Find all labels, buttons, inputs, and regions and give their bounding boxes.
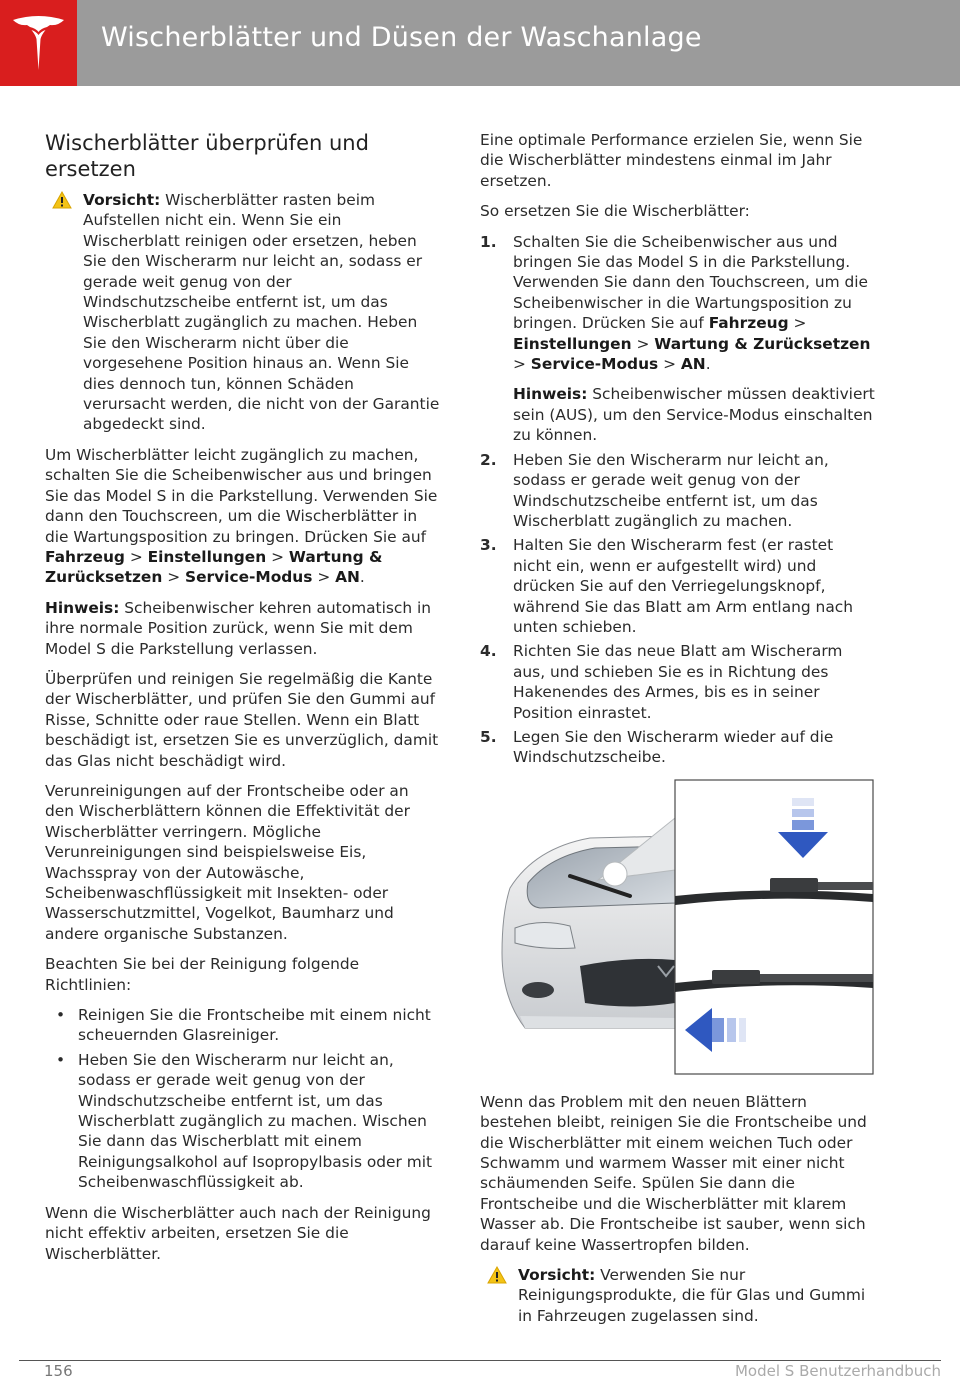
- path-separator: >: [631, 334, 655, 353]
- menu-path-service-modus: Service-Modus: [530, 355, 659, 374]
- menu-path-an: AN: [335, 568, 360, 587]
- menu-path-einstellungen: Einstellungen: [147, 547, 267, 566]
- guidelines-list: [45, 1005, 440, 1193]
- page-header: [0, 0, 960, 86]
- caution-text: Wischerblätter rasten beim Aufstellen nicht ein. Wenn Sie ein Wischerblatt reinigen oder ersetzen, heben Sie den Wischerarm nur leicht an, sodass er gerade weit genug von der Windschutzscheibe entfernt ist, um das Wischerblatt zugänglich zu machen. Heben Sie den Wischerarm nicht über die vorgesehene Position hinaus an. Wenn Sie dies dennoch tun, können Schäden verursacht werden, die nicht von der Garantie abgedeckt sind.: [83, 191, 440, 434]
- step-text: Halten Sie den Wischerarm fest (er rastet nicht ein, wenn er aufgestellt wird) und drücken Sie auf den Verriegelungsknopf, während Sie das Blatt am Arm entlang nach unten schieben.: [513, 536, 853, 636]
- footer-divider: [19, 1360, 941, 1361]
- step-text: Legen Sie den Wischerarm wieder auf die Windschutzscheibe.: [513, 727, 834, 767]
- paragraph: Wenn die Wischerblätter auch nach der Reinigung nicht effektiv arbeiten, ersetzen Sie die Wischerblätter.: [45, 1203, 431, 1263]
- path-separator: >: [788, 314, 807, 333]
- left-column: [45, 130, 440, 1274]
- caution-text: Verwenden Sie nur Reinigungsprodukte, die für Glas und Gummi in Fahrzeugen zugelassen sind.: [518, 1266, 866, 1325]
- note-label: Hinweis:: [45, 598, 120, 617]
- list-item: [45, 1005, 440, 1046]
- tesla-logo: [0, 0, 77, 86]
- note: [45, 598, 440, 659]
- paragraph: Verunreinigungen auf der Frontscheibe oder an den Wischerblättern können die Effektivität der Wischerblätter verringern. Mögliche Verunreinigungen sind beispielsweise Eis, Wachsspray von der Autowäsche, Scheibenwaschflüssigkeit mit Insekten- oder Wasserschutzmittel, Vogelkot, Baumharz und andere organische Substanzen.: [45, 781, 410, 943]
- paragraph: Beachten Sie bei der Reinigung folgende Richtlinien:: [45, 955, 360, 994]
- paragraph: Eine optimale Performance erzielen Sie, wenn Sie die Wischerblätter mindestens einmal im Jahr ersetzen.: [480, 131, 863, 190]
- paragraph-text: Um Wischerblätter leicht zugänglich zu machen, schalten Sie die Scheibenwischer aus und bringen Sie das Model S in die Parkstellung. Verwenden Sie dann den Touchscreen, um die Wischerblätter in die Wartungsposition zu bringen. Drücken Sie auf: [45, 445, 438, 546]
- section-heading: Wischerblätter überprüfen und ersetzen: [45, 131, 369, 181]
- step-number: 2.: [480, 450, 497, 469]
- bullet: •: [56, 1006, 66, 1025]
- step-number: 5.: [480, 727, 497, 746]
- caution-label: Vorsicht:: [83, 191, 161, 209]
- tesla-logo-icon: [11, 14, 66, 72]
- warning-icon: [487, 1266, 507, 1284]
- paragraph: Überprüfen und reinigen Sie regelmäßig die Kante der Wischerblätter, und prüfen Sie den Gummi auf Risse, Schnitte oder raue Stellen. Wenn ein Blatt beschädigt ist, ersetzen Sie es unverzüglich, damit das Glas nicht beschädigt wird.: [45, 669, 439, 770]
- step: [480, 232, 875, 446]
- caution-box: [45, 190, 440, 435]
- note-label: Hinweis:: [513, 385, 588, 404]
- menu-path-wartung: Wartung & Zurücksetzen: [45, 547, 383, 587]
- menu-path-wartung: Wartung & Zurücksetzen: [654, 334, 871, 353]
- wiper-replacement-figure: [480, 778, 875, 1078]
- menu-path-fahrzeug: Fahrzeug: [45, 547, 125, 566]
- note-text: Scheibenwischer kehren automatisch in ihre normale Position zurück, wenn Sie mit dem Model S die Parkstellung verlassen.: [45, 598, 431, 658]
- paragraph: Wenn das Problem mit den neuen Blättern bestehen bleibt, reinigen Sie die Frontscheibe und die Wischerblätter mit einem weichen Tuch oder Schwamm und warmem Wasser mit einer nicht schäumenden Seife. Spülen Sie dann die Frontscheibe und die Wischerblätter mit klarem Wasser ab. Die Frontscheibe ist sauber, wenn sich darauf keine Wassertropfen bilden.: [480, 1092, 867, 1254]
- menu-path-fahrzeug: Fahrzeug: [708, 314, 789, 333]
- list-item: [45, 1050, 440, 1193]
- paragraph: So ersetzen Sie die Wischerblätter:: [480, 202, 750, 221]
- list-item-text: Heben Sie den Wischerarm nur leicht an, sodass er gerade weit genug von der Windschutzscheibe entfernt ist, um das Wischerblatt zugänglich zu machen. Wischen Sie dann das Wischerblatt mit einem Reinigungsalkohol auf Isopropylbasis oder mit Scheibenwaschflüssigkeit ab.: [78, 1050, 433, 1192]
- warning-icon: [52, 191, 72, 209]
- menu-path-einstellungen: Einstellungen: [513, 334, 632, 353]
- step-number: 4.: [480, 642, 497, 661]
- path-separator: >: [162, 568, 186, 587]
- step-end: .: [705, 355, 711, 374]
- wiper-illustration: [480, 778, 875, 1078]
- step-number: 1.: [480, 232, 497, 251]
- step-note: [513, 384, 875, 445]
- step: [480, 727, 875, 768]
- note-text: Scheibenwischer müssen deaktiviert sein (AUS), um den Service-Modus einschalten zu können.: [513, 385, 875, 445]
- path-separator: >: [513, 355, 531, 374]
- steps-list: [480, 232, 875, 768]
- step-text: Schalten Sie die Scheibenwischer aus und bringen Sie das Model S in die Parkstellung. Verwenden Sie dann den Touchscreen, um die Scheibenwischer in die Wartungsposition zu bringen. Drücken Sie auf: [513, 232, 868, 333]
- caution-box: [480, 1265, 875, 1326]
- right-column: [480, 130, 875, 1336]
- menu-path-service-modus: Service-Modus: [185, 568, 313, 587]
- menu-path-an: AN: [680, 355, 706, 374]
- paragraph-end: .: [359, 568, 365, 587]
- step: [480, 450, 875, 532]
- path-separator: >: [312, 568, 336, 587]
- paragraph: [45, 445, 440, 588]
- path-separator: >: [124, 547, 148, 566]
- step: [480, 535, 875, 637]
- page-title: Wischerblätter und Düsen der Waschanlage: [101, 22, 702, 53]
- path-separator: >: [266, 547, 289, 566]
- step-number: 3.: [480, 536, 497, 555]
- step-text: Richten Sie das neue Blatt am Wischerarm aus, und schieben Sie es in Richtung des Hakenendes des Armes, bis es in seiner Position einrastet.: [513, 642, 843, 722]
- bullet: •: [56, 1050, 66, 1069]
- manual-name: Model S Benutzerhandbuch: [734, 1362, 941, 1380]
- list-item-text: Reinigen Sie die Frontscheibe mit einem nicht scheuernden Glasreiniger.: [78, 1006, 431, 1045]
- step: [480, 641, 875, 723]
- step-text: Heben Sie den Wischerarm nur leicht an, sodass er gerade weit genug von der Windschutzscheibe entfernt ist, um das Wischerblatt zugänglich zu machen.: [513, 450, 829, 530]
- caution-label: Vorsicht:: [518, 1266, 596, 1285]
- path-separator: >: [658, 355, 681, 374]
- page-number: 156: [44, 1362, 73, 1380]
